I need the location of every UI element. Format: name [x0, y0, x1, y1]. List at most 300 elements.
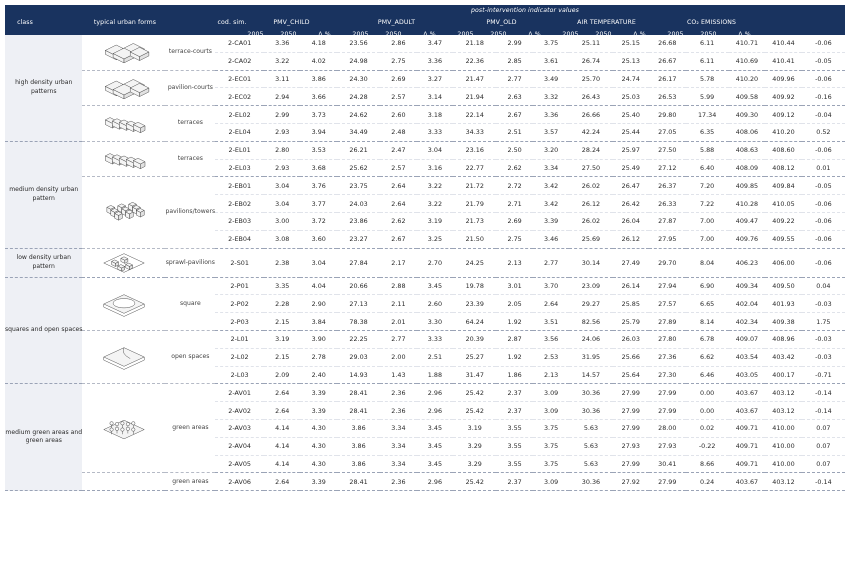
- value-cell: 5.63: [569, 419, 612, 437]
- value-cell: 26.67: [649, 52, 686, 70]
- value-cell: 2.64: [380, 195, 417, 213]
- value-cell: 0.04: [802, 277, 845, 295]
- table-row: [5, 248, 845, 277]
- value-cell: 7.22: [686, 195, 729, 213]
- value-cell: 6.11: [686, 35, 729, 52]
- value-cell: 0.02: [686, 419, 729, 437]
- value-cell: 1.88: [417, 366, 454, 384]
- value-cell: 0.00: [686, 384, 729, 402]
- table-row: [5, 177, 845, 195]
- sim-code: 2-EC01: [215, 70, 264, 88]
- value-cell: 25.85: [613, 295, 650, 313]
- header-forms: typical urban forms: [93, 19, 157, 26]
- urban-form-cell: [82, 248, 165, 277]
- header-sub-0-0: 2005: [247, 31, 264, 38]
- value-cell: 27.50: [569, 159, 612, 177]
- sim-code: 2-EC02: [215, 88, 264, 106]
- value-cell: 402.04: [729, 295, 766, 313]
- value-cell: 403.67: [729, 473, 766, 491]
- value-cell: 27.05: [649, 123, 686, 141]
- sim-code: 2-P03: [215, 313, 264, 331]
- value-cell: 27.12: [649, 159, 686, 177]
- value-cell: 21.18: [453, 35, 496, 52]
- value-cell: 30.41: [649, 455, 686, 473]
- value-cell: 2.64: [264, 473, 301, 491]
- value-cell: 3.86: [337, 455, 380, 473]
- value-cell: 26.12: [569, 195, 612, 213]
- value-cell: 0.00: [686, 402, 729, 420]
- pavilions-towers-icon: [94, 198, 154, 226]
- sim-code: 2-AV04: [215, 437, 264, 455]
- value-cell: 2.96: [417, 402, 454, 420]
- value-cell: 3.04: [264, 195, 301, 213]
- value-cell: 2.13: [533, 366, 570, 384]
- value-cell: 3.70: [533, 277, 570, 295]
- value-cell: 23.75: [337, 177, 380, 195]
- value-cell: 2.15: [264, 313, 301, 331]
- value-cell: 3.04: [300, 248, 337, 277]
- value-cell: 3.30: [417, 313, 454, 331]
- value-cell: 4.14: [264, 419, 301, 437]
- value-cell: 1.75: [802, 313, 845, 331]
- value-cell: 400.17: [765, 366, 802, 384]
- value-cell: 2.48: [380, 123, 417, 141]
- header-class: class: [17, 19, 33, 26]
- value-cell: 2.63: [496, 88, 533, 106]
- header-group-0: PMV_CHILD: [273, 19, 310, 26]
- value-cell: 409.84: [765, 177, 802, 195]
- value-cell: 3.94: [300, 123, 337, 141]
- value-cell: 82.56: [569, 313, 612, 331]
- value-cell: 3.39: [300, 402, 337, 420]
- value-cell: 26.33: [649, 195, 686, 213]
- value-cell: 27.50: [649, 141, 686, 159]
- value-cell: 2.37: [496, 384, 533, 402]
- value-cell: 410.00: [765, 437, 802, 455]
- value-cell: 2.67: [496, 106, 533, 124]
- value-cell: 19.78: [453, 277, 496, 295]
- value-cell: 24.30: [337, 70, 380, 88]
- value-cell: 2.50: [496, 141, 533, 159]
- sim-code: 2-CA02: [215, 52, 264, 70]
- value-cell: 23.86: [337, 212, 380, 230]
- value-cell: 2.36: [380, 473, 417, 491]
- value-cell: 5.88: [686, 141, 729, 159]
- header-super: post-intervention indicator values: [471, 7, 579, 14]
- value-cell: 3.25: [417, 230, 454, 248]
- urban-form-label: terrace-courts: [165, 35, 215, 70]
- value-cell: -0.06: [802, 70, 845, 88]
- value-cell: 3.19: [264, 330, 301, 348]
- value-cell: 4.30: [300, 437, 337, 455]
- value-cell: 2.60: [417, 295, 454, 313]
- urban-form-label: pavilions/towers: [165, 177, 215, 248]
- value-cell: 3.32: [533, 88, 570, 106]
- value-cell: 2.77: [496, 70, 533, 88]
- value-cell: 409.55: [765, 230, 802, 248]
- value-cell: 403.05: [729, 366, 766, 384]
- header-sub-2-2: Δ %: [528, 31, 541, 38]
- green-areas-icon: [94, 414, 154, 442]
- value-cell: 2.90: [300, 295, 337, 313]
- value-cell: 42.24: [569, 123, 612, 141]
- urban-form-cell: [82, 330, 165, 383]
- table-row: [5, 384, 845, 402]
- value-cell: 30.36: [569, 402, 612, 420]
- value-cell: 3.68: [300, 159, 337, 177]
- value-cell: 8.04: [686, 248, 729, 277]
- value-cell: 27.99: [613, 402, 650, 420]
- value-cell: 26.42: [613, 195, 650, 213]
- value-cell: 3.34: [533, 159, 570, 177]
- value-cell: 6.35: [686, 123, 729, 141]
- value-cell: 24.03: [337, 195, 380, 213]
- value-cell: 3.36: [264, 35, 301, 52]
- header-sub-3-2: Δ %: [633, 31, 646, 38]
- value-cell: 2.70: [417, 248, 454, 277]
- value-cell: 27.94: [649, 277, 686, 295]
- value-cell: 3.22: [417, 177, 454, 195]
- value-cell: 25.03: [613, 88, 650, 106]
- value-cell: 3.29: [453, 437, 496, 455]
- value-cell: 27.36: [649, 348, 686, 366]
- value-cell: 403.42: [765, 348, 802, 366]
- value-cell: 22.36: [453, 52, 496, 70]
- value-cell: 2.57: [380, 88, 417, 106]
- value-cell: 7.00: [686, 212, 729, 230]
- value-cell: 2.75: [380, 52, 417, 70]
- value-cell: 26.14: [613, 277, 650, 295]
- value-cell: 7.00: [686, 230, 729, 248]
- class-label: squares and open spaces: [5, 277, 82, 384]
- value-cell: -0.06: [802, 248, 845, 277]
- value-cell: 30.36: [569, 384, 612, 402]
- value-cell: 26.03: [613, 330, 650, 348]
- value-cell: 23.27: [337, 230, 380, 248]
- value-cell: 3.56: [533, 330, 570, 348]
- value-cell: 28.00: [649, 419, 686, 437]
- value-cell: 3.84: [300, 313, 337, 331]
- header-sub-1-1: 2050: [385, 31, 402, 38]
- value-cell: 26.21: [337, 141, 380, 159]
- sim-code: 2-AV05: [215, 455, 264, 473]
- value-cell: 27.92: [613, 473, 650, 491]
- class-label: medium green areas and green areas: [5, 384, 82, 491]
- value-cell: 3.42: [533, 177, 570, 195]
- urban-form-cell: [82, 106, 165, 142]
- value-cell: 2.37: [496, 473, 533, 491]
- value-cell: 6.62: [686, 348, 729, 366]
- sim-code: 2-P01: [215, 277, 264, 295]
- value-cell: 25.15: [613, 35, 650, 52]
- value-cell: 22.14: [453, 106, 496, 124]
- value-cell: 28.41: [337, 402, 380, 420]
- value-cell: 2.69: [496, 212, 533, 230]
- value-cell: 2.99: [496, 35, 533, 52]
- pavilion-courts-block-icon: [94, 74, 154, 102]
- open-spaces-icon: [94, 343, 154, 371]
- value-cell: 409.85: [729, 177, 766, 195]
- value-cell: 3.55: [496, 437, 533, 455]
- value-cell: 0.24: [686, 473, 729, 491]
- value-cell: 409.30: [729, 106, 766, 124]
- value-cell: 2.37: [496, 402, 533, 420]
- value-cell: 3.39: [300, 384, 337, 402]
- value-cell: 2.77: [533, 248, 570, 277]
- value-cell: 2.75: [496, 230, 533, 248]
- value-cell: 3.60: [300, 230, 337, 248]
- value-cell: -0.06: [802, 195, 845, 213]
- value-cell: 3.20: [533, 141, 570, 159]
- value-cell: 403.12: [765, 473, 802, 491]
- value-cell: 64.24: [453, 313, 496, 331]
- value-cell: 2.51: [417, 348, 454, 366]
- value-cell: 0.52: [802, 123, 845, 141]
- terraces-block-icon: [94, 109, 154, 137]
- header-sub-1-2: Δ %: [423, 31, 436, 38]
- value-cell: 27.93: [649, 437, 686, 455]
- value-cell: 27.84: [337, 248, 380, 277]
- value-cell: 27.99: [649, 402, 686, 420]
- value-cell: 25.42: [453, 402, 496, 420]
- sim-code: 2-P02: [215, 295, 264, 313]
- sim-code: 2-EB04: [215, 230, 264, 248]
- value-cell: 20.66: [337, 277, 380, 295]
- value-cell: 403.54: [729, 348, 766, 366]
- value-cell: 406.23: [729, 248, 766, 277]
- header-sub-3-1: 2050: [595, 31, 612, 38]
- value-cell: 409.71: [729, 437, 766, 455]
- value-cell: 25.40: [613, 106, 650, 124]
- value-cell: 4.04: [300, 277, 337, 295]
- value-cell: 0.01: [802, 159, 845, 177]
- value-cell: 3.77: [300, 195, 337, 213]
- table-row: [5, 473, 845, 491]
- value-cell: 3.35: [264, 277, 301, 295]
- value-cell: 409.07: [729, 330, 766, 348]
- value-cell: 22.25: [337, 330, 380, 348]
- table-row: [5, 35, 845, 52]
- value-cell: 4.14: [264, 455, 301, 473]
- value-cell: 3.09: [533, 402, 570, 420]
- header-sub-4-0: 2005: [667, 31, 684, 38]
- value-cell: 3.39: [533, 212, 570, 230]
- value-cell: 409.92: [765, 88, 802, 106]
- value-cell: 24.28: [337, 88, 380, 106]
- value-cell: 2.93: [264, 159, 301, 177]
- class-label: medium density urban pattern: [5, 141, 82, 248]
- value-cell: 410.41: [765, 52, 802, 70]
- value-cell: 0.07: [802, 437, 845, 455]
- value-cell: 6.46: [686, 366, 729, 384]
- value-cell: 2.62: [380, 212, 417, 230]
- value-cell: 14.57: [569, 366, 612, 384]
- indicator-table: [5, 35, 845, 491]
- value-cell: 20.39: [453, 330, 496, 348]
- value-cell: 408.09: [729, 159, 766, 177]
- value-cell: 3.86: [337, 437, 380, 455]
- value-cell: 26.43: [569, 88, 612, 106]
- value-cell: 409.76: [729, 230, 766, 248]
- value-cell: 31.47: [453, 366, 496, 384]
- sim-code: 2-AV06: [215, 473, 264, 491]
- value-cell: 3.39: [300, 473, 337, 491]
- value-cell: 25.79: [613, 313, 650, 331]
- value-cell: 29.70: [649, 248, 686, 277]
- value-cell: 408.96: [765, 330, 802, 348]
- value-cell: 401.93: [765, 295, 802, 313]
- value-cell: 5.78: [686, 70, 729, 88]
- value-cell: 2.09: [264, 366, 301, 384]
- urban-form-cell: [82, 177, 165, 248]
- value-cell: 4.18: [300, 35, 337, 52]
- value-cell: -0.05: [802, 177, 845, 195]
- value-cell: 23.09: [569, 277, 612, 295]
- value-cell: 3.75: [533, 455, 570, 473]
- table-row: [5, 141, 845, 159]
- value-cell: 21.79: [453, 195, 496, 213]
- table-row: [5, 70, 845, 88]
- sim-code: 2-S01: [215, 248, 264, 277]
- value-cell: -0.04: [802, 106, 845, 124]
- value-cell: 27.93: [613, 437, 650, 455]
- value-cell: 403.12: [765, 384, 802, 402]
- value-cell: -0.71: [802, 366, 845, 384]
- value-cell: 409.71: [729, 455, 766, 473]
- table-row: [5, 277, 845, 295]
- value-cell: 5.63: [569, 455, 612, 473]
- value-cell: 27.57: [649, 295, 686, 313]
- class-label: low density urban pattern: [5, 248, 82, 277]
- value-cell: 0.07: [802, 455, 845, 473]
- header-sub-2-0: 2005: [457, 31, 474, 38]
- urban-form-cell: [82, 35, 165, 70]
- table-row: [5, 106, 845, 124]
- value-cell: 27.80: [649, 330, 686, 348]
- value-cell: 3.33: [417, 123, 454, 141]
- header-sub-0-1: 2050: [280, 31, 297, 38]
- value-cell: 3.42: [533, 195, 570, 213]
- sim-code: 2-EL03: [215, 159, 264, 177]
- urban-form-label: terraces: [165, 106, 215, 142]
- value-cell: 409.22: [765, 212, 802, 230]
- value-cell: 3.09: [533, 473, 570, 491]
- sprawl-pavilions-icon: [94, 249, 154, 277]
- value-cell: 2.72: [496, 177, 533, 195]
- value-cell: 25.42: [453, 384, 496, 402]
- value-cell: 409.50: [765, 277, 802, 295]
- value-cell: 410.05: [765, 195, 802, 213]
- value-cell: 2.40: [300, 366, 337, 384]
- value-cell: 25.13: [613, 52, 650, 70]
- value-cell: 406.00: [765, 248, 802, 277]
- header-group-1: PMV_ADULT: [377, 19, 416, 26]
- value-cell: 3.19: [417, 212, 454, 230]
- terraces-medium-icon: [94, 145, 154, 173]
- header-group-4: CO₂ EMISSIONS: [686, 19, 737, 26]
- value-cell: 409.38: [765, 313, 802, 331]
- value-cell: 27.99: [649, 384, 686, 402]
- value-cell: 24.06: [569, 330, 612, 348]
- value-cell: 2.38: [264, 248, 301, 277]
- value-cell: 2.00: [380, 348, 417, 366]
- value-cell: 409.12: [765, 106, 802, 124]
- value-cell: 2.67: [380, 230, 417, 248]
- value-cell: 25.42: [453, 473, 496, 491]
- value-cell: 4.30: [300, 419, 337, 437]
- value-cell: 21.50: [453, 230, 496, 248]
- value-cell: 408.12: [765, 159, 802, 177]
- value-cell: 3.47: [417, 35, 454, 52]
- value-cell: 25.64: [613, 366, 650, 384]
- value-cell: 3.33: [417, 330, 454, 348]
- value-cell: 23.56: [337, 35, 380, 52]
- value-cell: 3.04: [417, 141, 454, 159]
- value-cell: 409.34: [729, 277, 766, 295]
- value-cell: 3.57: [533, 123, 570, 141]
- value-cell: 2.94: [264, 88, 301, 106]
- table-header: [5, 5, 845, 38]
- square-icon: [94, 290, 154, 318]
- value-cell: 21.47: [453, 70, 496, 88]
- header-cod: cod. sim.: [217, 19, 247, 26]
- header-sub-3-0: 2005: [562, 31, 579, 38]
- terrace-courts-block-icon: [94, 38, 154, 66]
- value-cell: 2.53: [533, 348, 570, 366]
- value-cell: 3.45: [417, 277, 454, 295]
- header-sub-2-1: 2050: [490, 31, 507, 38]
- value-cell: 26.47: [613, 177, 650, 195]
- value-cell: 410.69: [729, 52, 766, 70]
- value-cell: 24.25: [453, 248, 496, 277]
- value-cell: 2.96: [417, 473, 454, 491]
- value-cell: 28.41: [337, 384, 380, 402]
- value-cell: 8.66: [686, 455, 729, 473]
- value-cell: 2.28: [264, 295, 301, 313]
- value-cell: 2.13: [496, 248, 533, 277]
- sim-code: 2-L01: [215, 330, 264, 348]
- value-cell: 14.93: [337, 366, 380, 384]
- value-cell: 5.99: [686, 88, 729, 106]
- value-cell: 2.78: [300, 348, 337, 366]
- value-cell: 2.69: [380, 70, 417, 88]
- value-cell: 25.62: [337, 159, 380, 177]
- value-cell: 3.53: [300, 141, 337, 159]
- value-cell: 2.71: [496, 195, 533, 213]
- urban-form-cell: [82, 384, 165, 473]
- urban-form-label: square: [165, 277, 215, 330]
- value-cell: 26.12: [613, 230, 650, 248]
- value-cell: -0.06: [802, 230, 845, 248]
- value-cell: 3.55: [496, 419, 533, 437]
- value-cell: 2.01: [380, 313, 417, 331]
- value-cell: 1.92: [496, 313, 533, 331]
- header-group-3: AIR TEMPERATURE: [577, 19, 636, 26]
- urban-form-cell: [82, 141, 165, 177]
- value-cell: 409.58: [729, 88, 766, 106]
- urban-form-label: sprawl-pavilions: [165, 248, 215, 277]
- value-cell: 6.65: [686, 295, 729, 313]
- sim-code: 2-L03: [215, 366, 264, 384]
- value-cell: 2.64: [264, 402, 301, 420]
- value-cell: 3.76: [300, 177, 337, 195]
- value-cell: 3.34: [380, 455, 417, 473]
- value-cell: -0.14: [802, 402, 845, 420]
- value-cell: 3.16: [417, 159, 454, 177]
- value-cell: 31.95: [569, 348, 612, 366]
- urban-form-cell: [82, 277, 165, 330]
- value-cell: -0.14: [802, 384, 845, 402]
